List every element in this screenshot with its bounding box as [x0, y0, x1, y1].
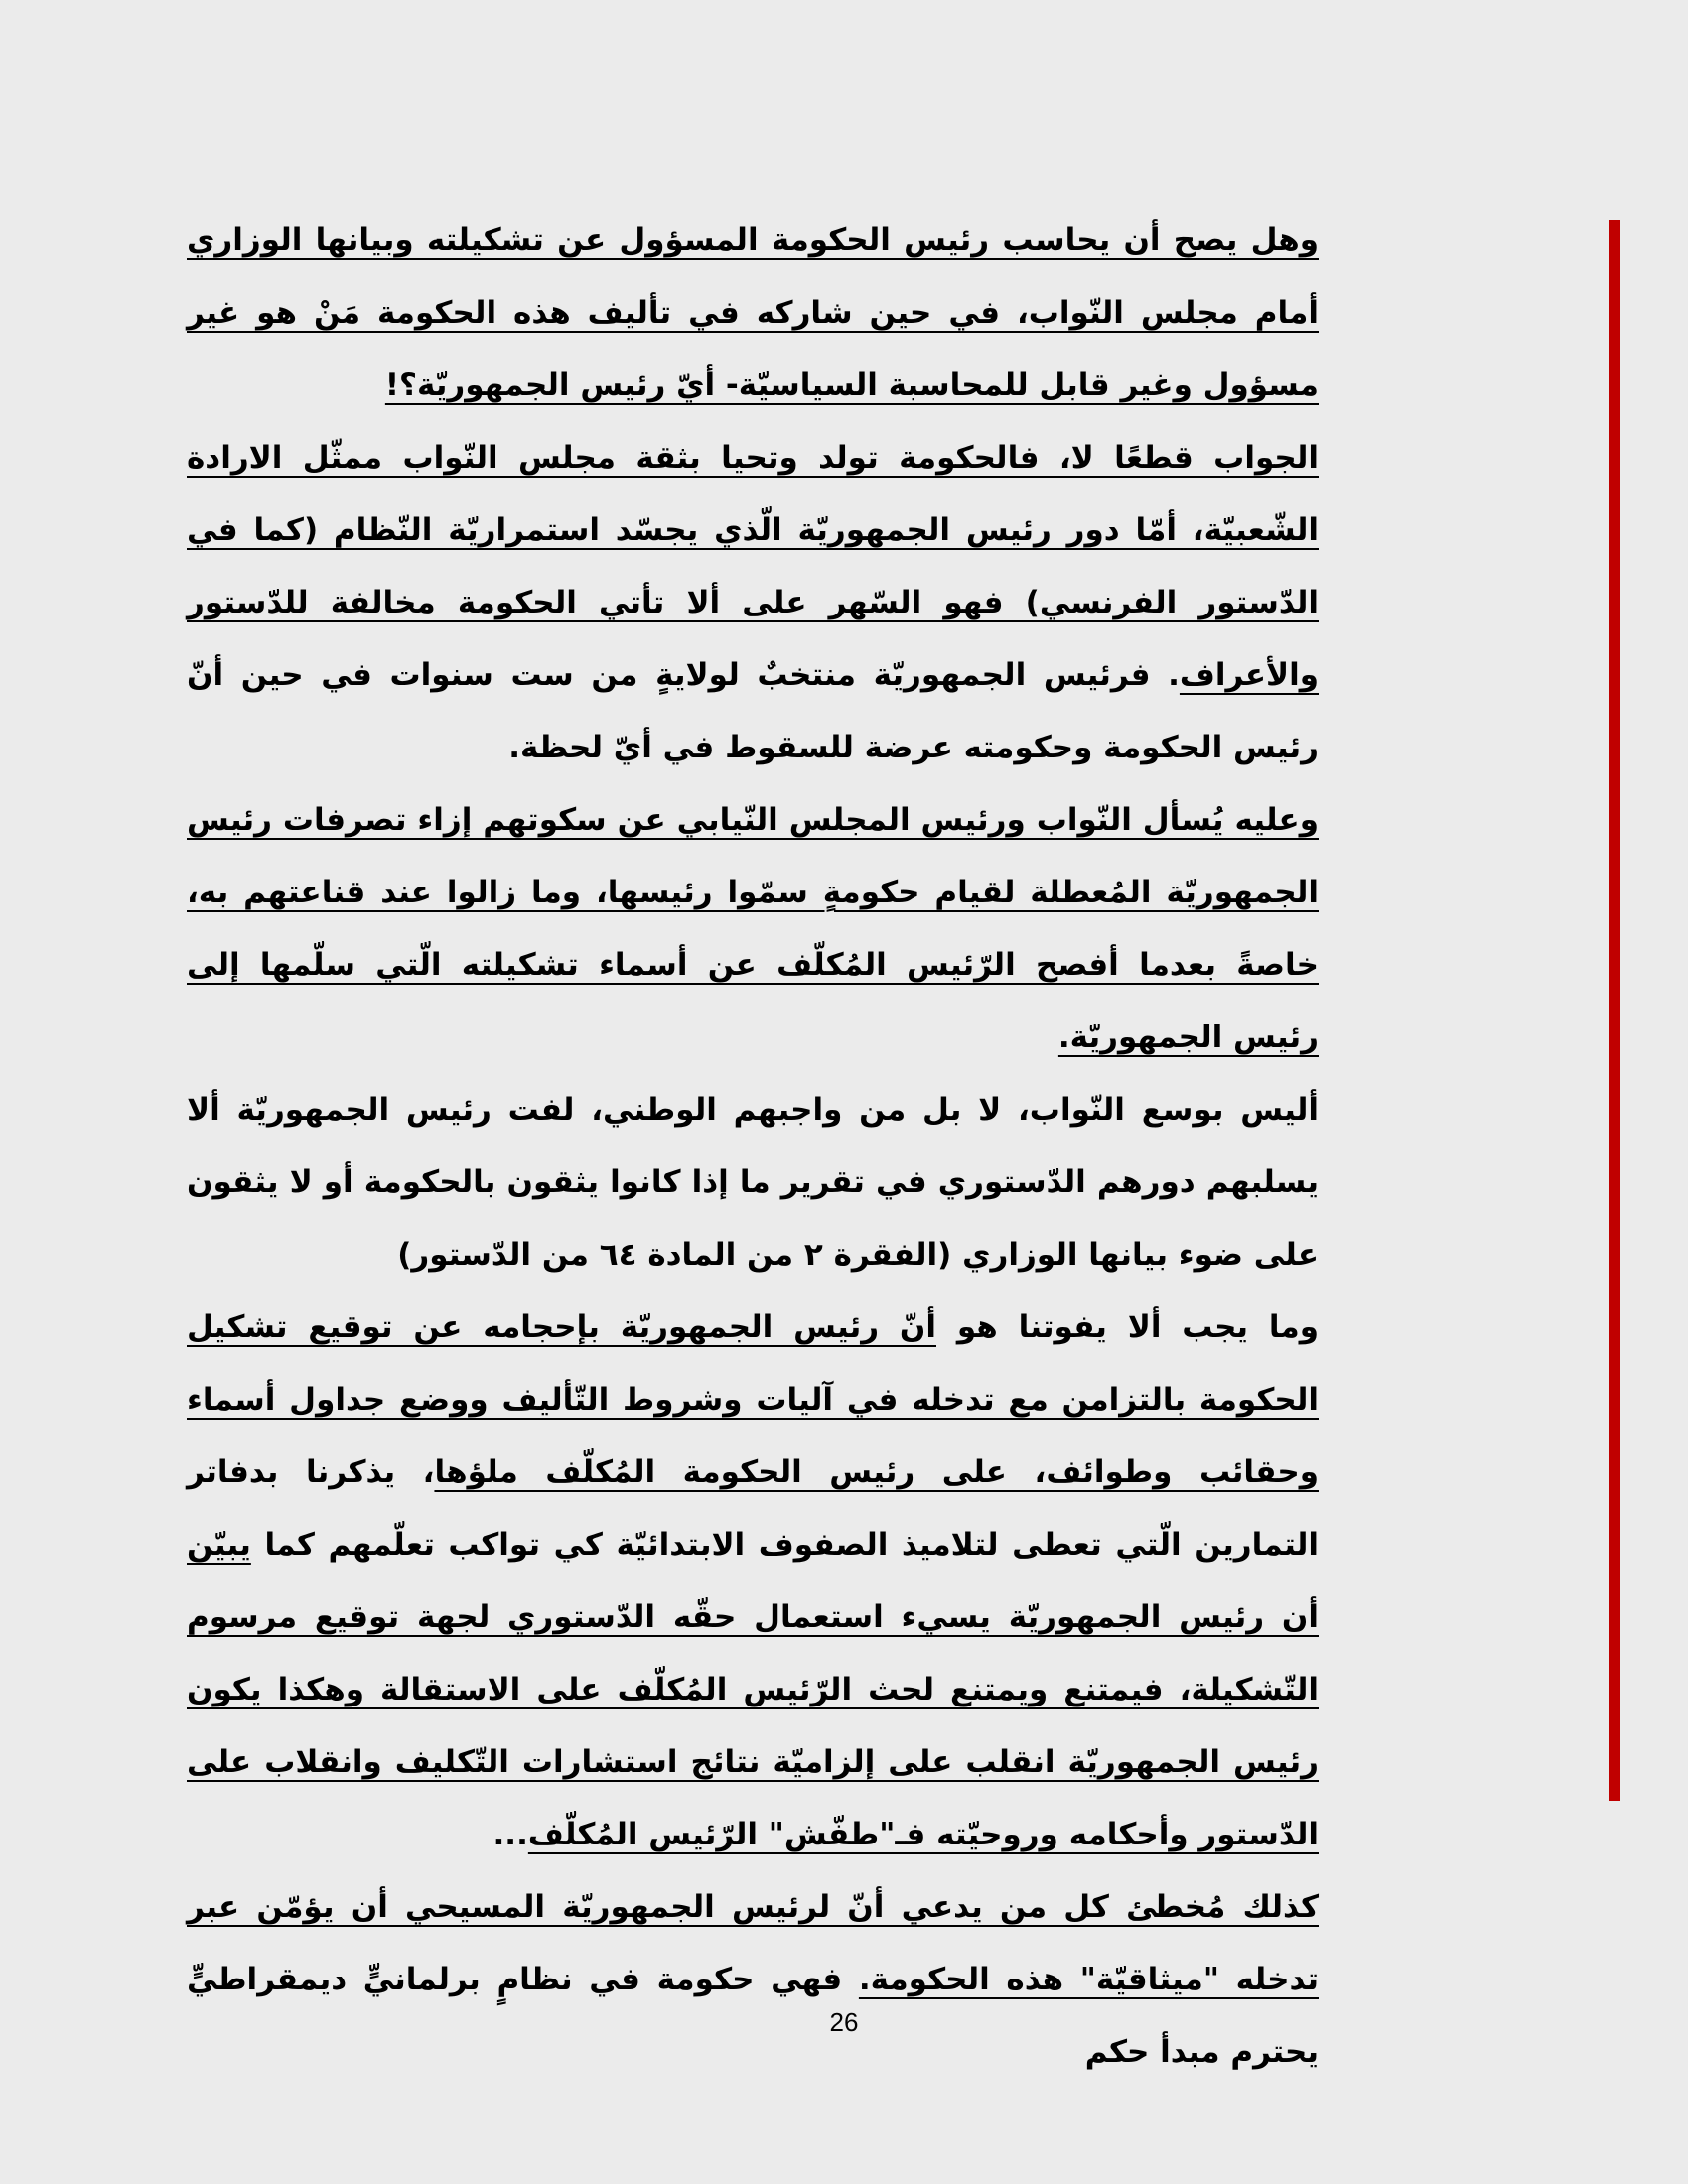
- underlined-text: أنّ رئيس الجمهوريّة بإحجامه عن توقيع تشكيل الحكومة بالتزامن مع تدخله في آليات وشروط التّأليف ووضع جداول أسماء وحقائب وطوائف، على رئيس الحكومة المُكلّف ملؤها: [187, 1309, 1319, 1490]
- body-text: [187, 205, 1319, 2089]
- paragraph: [187, 1074, 1319, 1292]
- text-run: أليس بوسع النّواب، لا بل من واجبهم الوطني، لفت رئيس الجمهوريّة ألا يسلبهم دورهم الدّستوري في تقرير ما إذا كانوا يثقون بالحكومة أو لا يثقون على ضوء بيانها الوزاري (الفقرة ٢ من المادة ٦٤ من الدّستور): [187, 1092, 1319, 1273]
- underlined-text: وعليه يُسأل النّواب ورئيس المجلس النّيابي عن سكوتهم إزاء تصرفات رئيس الجمهوريّة المُعطلة لقيام حكومةٍ سمّوا رئيسها، وما زالوا عند قناعتهم به، خاصةً بعدما أفصح الرّئيس المُكلّف عن أسماء تشكيلته الّتي سلّمها إلى رئيس الجمهوريّة.: [187, 802, 1319, 1055]
- text-run: فهي حكومة في نظامٍ برلمانيٍّ ديمقراطيٍّ يحترم مبدأ حكم: [187, 1962, 1319, 2070]
- margin-rule: [1609, 220, 1620, 1801]
- text-run: وما يجب ألا يفوتنا هو: [936, 1309, 1319, 1345]
- text-run: . فرئيس الجمهوريّة منتخبٌ لولايةٍ من ست سنوات في حين أنّ رئيس الحكومة وحكومته عرضة للسقوط في أيّ لحظة.: [187, 657, 1319, 765]
- paragraph: [187, 1292, 1319, 1871]
- underlined-text: الجواب قطعًا لا، فالحكومة تولد وتحيا بثقة مجلس النّواب ممثّل الارادة الشّعبيّة، أمّا دور رئيس الجمهوريّة الّذي يجسّد استمراريّة النّظام (كما في الدّستور الفرنسي) فهو السّهر على ألا تأتي الحكومة مخالفة للدّستور والأعراف: [187, 440, 1319, 693]
- underlined-text: وهل يصح أن يحاسب رئيس الحكومة المسؤول عن تشكيلته وبيانها الوزاري أمام مجلس النّواب، في حين شاركه في تأليف هذه الحكومة مَنْ هو غير مسؤول وغير قابل للمحاسبة السياسيّة- أيّ رئيس الجمهوريّة؟!: [187, 222, 1319, 403]
- underlined-text: كذلك مُخطئ كل من يدعي أنّ لرئيس الجمهوريّة المسيحي أن يؤمّن عبر تدخله "ميثاقيّة" هذه الحكومة.: [187, 1889, 1319, 1997]
- underlined-text: يبيّن أن رئيس الجمهوريّة يسيء استعمال حقّه الدّستوري لجهة توقيع مرسوم التّشكيلة، فيمتنع ويمتنع لحث الرّئيس المُكلّف على الاستقالة وهكذا يكون رئيس الجمهوريّة انقلب على إلزاميّة نتائج استشارات التّكليف وانقلاب على الدّستور وأحكامه وروحيّته فـ"طفّش" الرّئيس المُكلّف: [187, 1527, 1319, 1852]
- paragraph: [187, 1871, 1319, 2089]
- page-number: 26: [829, 2007, 859, 2037]
- text-run: ، يذكرنا بدفاتر التمارين الّتي تعطى لتلاميذ الصفوف الابتدائيّة كي تواكب تعلّمهم كما: [187, 1454, 1319, 1563]
- paragraph: [187, 784, 1319, 1074]
- text-run: ...: [492, 1817, 528, 1852]
- paragraph: [187, 422, 1319, 784]
- paragraph: [187, 205, 1319, 422]
